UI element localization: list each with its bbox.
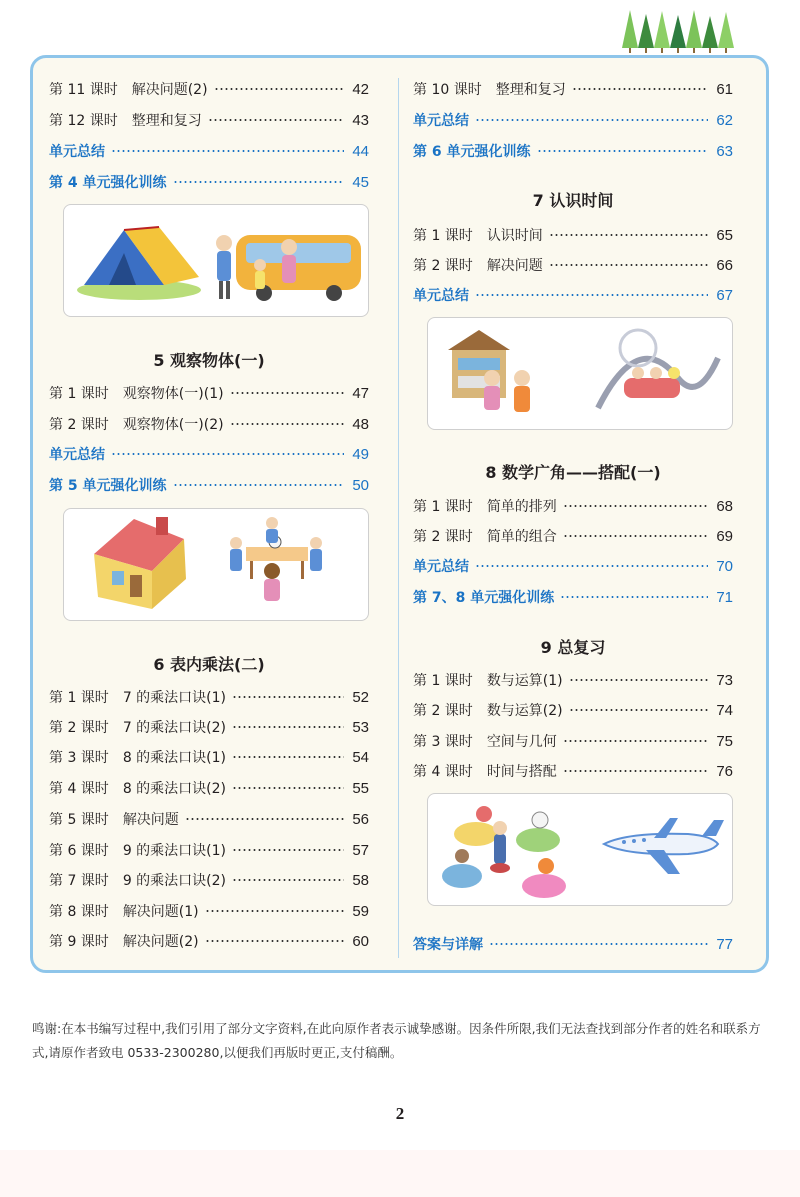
- leader-dots: [185, 818, 345, 820]
- entry-page: 47: [352, 384, 369, 402]
- entry-title: 整理和复习: [131, 113, 202, 129]
- toc-entry-unit-summary[interactable]: [49, 139, 369, 163]
- toc-entry-unit-training[interactable]: [49, 473, 369, 497]
- toc-entry[interactable]: [413, 253, 733, 277]
- entry-page: 44: [352, 142, 369, 160]
- leader-dots: [572, 88, 709, 90]
- toc-entry[interactable]: [49, 868, 369, 892]
- leader-dots: [569, 709, 709, 711]
- entry-title: 时间与搭配: [486, 764, 557, 780]
- leader-dots: [475, 119, 708, 121]
- leader-dots: [569, 679, 709, 681]
- entry-title: 8 的乘法口诀(2): [122, 781, 227, 797]
- entry-page: 71: [716, 588, 733, 606]
- column-divider: [398, 78, 399, 958]
- entry-page: 58: [352, 871, 369, 889]
- entry-title: 9 的乘法口诀(1): [122, 843, 227, 859]
- entry-label: 第 7、8 单元强化训练: [413, 590, 555, 606]
- entry-page: 74: [716, 701, 733, 719]
- entry-page: 63: [716, 142, 733, 160]
- entry-page: 50: [352, 476, 369, 494]
- toc-entry-unit-summary[interactable]: [413, 554, 733, 578]
- leader-dots: [230, 423, 345, 425]
- entry-page: 43: [352, 111, 369, 129]
- entry-page: 76: [716, 762, 733, 780]
- leader-dots: [205, 940, 345, 942]
- entry-lesson: 第 9 课时: [49, 934, 109, 950]
- entry-page: 62: [716, 111, 733, 129]
- entry-title: 空间与几何: [486, 734, 557, 750]
- entry-label: 第 5 单元强化训练: [49, 478, 167, 494]
- leader-dots: [232, 787, 344, 789]
- unit-9-heading: 9 总复习: [540, 638, 606, 657]
- camping-illustration: [63, 204, 369, 317]
- entry-lesson: 第 7 课时: [49, 873, 109, 889]
- toc-entry-unit-training[interactable]: [413, 585, 733, 609]
- entry-page: 70: [716, 557, 733, 575]
- entry-lesson: 第 3 课时: [413, 734, 473, 750]
- toc-entry[interactable]: [49, 899, 369, 923]
- toc-entry[interactable]: [49, 381, 369, 405]
- entry-label: 单元总结: [49, 447, 105, 463]
- leader-dots: [549, 264, 709, 266]
- toc-entry[interactable]: [413, 759, 733, 783]
- page-number: 2: [395, 1104, 405, 1123]
- toc-entry-unit-training[interactable]: [49, 170, 369, 194]
- entry-label: 单元总结: [413, 288, 469, 304]
- entry-title: 简单的排列: [486, 499, 557, 515]
- entry-page: 48: [352, 415, 369, 433]
- toc-entry[interactable]: [49, 685, 369, 709]
- entry-lesson: 第 1 课时: [413, 499, 473, 515]
- entry-lesson: 第 2 课时: [49, 720, 109, 736]
- leader-dots: [208, 119, 345, 121]
- toc-entry[interactable]: [413, 77, 733, 101]
- entry-page: 69: [716, 527, 733, 545]
- toc-entry[interactable]: [413, 494, 733, 518]
- toc-entry[interactable]: [49, 77, 369, 101]
- entry-title: 观察物体(一)(1): [122, 386, 224, 402]
- entry-title: 解决问题: [122, 812, 179, 828]
- entry-page: 56: [352, 810, 369, 828]
- toc-entry-unit-summary[interactable]: [413, 108, 733, 132]
- leader-dots: [563, 770, 709, 772]
- entry-lesson: 第 11 课时: [49, 82, 118, 98]
- entry-label: 第 6 单元强化训练: [413, 144, 531, 160]
- entry-label: 单元总结: [413, 559, 469, 575]
- toc-entry[interactable]: [49, 745, 369, 769]
- bumper-cars-airplane-illustration: [427, 793, 733, 906]
- entry-title: 解决问题(2): [131, 82, 208, 98]
- toc-entry[interactable]: [49, 807, 369, 831]
- entry-page: 66: [716, 256, 733, 274]
- entry-lesson: 第 4 课时: [49, 781, 109, 797]
- entry-label: 第 4 单元强化训练: [49, 175, 167, 191]
- entry-label: 单元总结: [49, 144, 105, 160]
- leader-dots: [205, 910, 345, 912]
- entry-title: 解决问题(1): [122, 904, 199, 920]
- entry-title: 9 的乘法口诀(2): [122, 873, 227, 889]
- entry-lesson: 第 2 课时: [413, 258, 473, 274]
- entry-page: 42: [352, 80, 369, 98]
- entry-page: 73: [716, 671, 733, 689]
- toc-entry-unit-summary[interactable]: [49, 442, 369, 466]
- entry-title: 数与运算(2): [486, 703, 563, 719]
- leader-dots: [111, 453, 344, 455]
- entry-lesson: 第 1 课时: [49, 690, 109, 706]
- leader-dots: [563, 535, 709, 537]
- toc-entry[interactable]: [49, 838, 369, 862]
- toc-entry[interactable]: [413, 668, 733, 692]
- house-children-illustration: [63, 508, 369, 621]
- entry-lesson: 第 2 课时: [413, 529, 473, 545]
- leader-dots: [173, 484, 345, 486]
- leader-dots: [111, 150, 344, 152]
- unit-8-heading: 8 数学广角——搭配(一): [485, 463, 661, 482]
- entry-title: 解决问题(2): [122, 934, 199, 950]
- entry-title: 8 的乘法口诀(1): [122, 750, 227, 766]
- toc-entry[interactable]: [49, 715, 369, 739]
- bottom-band-decoration: [0, 1150, 800, 1197]
- toc-entry[interactable]: [413, 729, 733, 753]
- leader-dots: [475, 565, 708, 567]
- leader-dots: [549, 234, 709, 236]
- leader-dots: [232, 849, 344, 851]
- entry-lesson: 第 5 课时: [49, 812, 109, 828]
- entry-page: 67: [716, 286, 733, 304]
- toc-entry[interactable]: [413, 524, 733, 548]
- entry-label: 答案与详解: [413, 937, 483, 953]
- entry-lesson: 第 12 课时: [49, 113, 118, 129]
- entry-page: 61: [716, 80, 733, 98]
- leader-dots: [560, 596, 708, 598]
- leader-dots: [563, 740, 709, 742]
- entry-page: 54: [352, 748, 369, 766]
- entry-title: 数与运算(1): [486, 673, 563, 689]
- entry-title: 解决问题: [486, 258, 543, 274]
- entry-lesson: 第 1 课时: [413, 673, 473, 689]
- entry-title: 整理和复习: [495, 82, 566, 98]
- entry-lesson: 第 2 课时: [413, 703, 473, 719]
- acknowledgement-text: 鸣谢:在本书编写过程中,我们引用了部分文字资料,在此向原作者表示诚挚感谢。因条件所限,我们无法查找到部分作者的姓名和联系方式,请原作者致电 0533-2300280,以便我们再版时更正,支付稿酬。: [32, 1021, 761, 1060]
- leader-dots: [489, 943, 708, 945]
- leader-dots: [230, 392, 345, 394]
- amusement-park-illustration: [427, 317, 733, 430]
- leader-dots: [214, 88, 345, 90]
- toc-entry[interactable]: [413, 698, 733, 722]
- toc-entry[interactable]: [49, 108, 369, 132]
- leader-dots: [232, 879, 344, 881]
- entry-lesson: 第 8 课时: [49, 904, 109, 920]
- toc-entry[interactable]: [413, 223, 733, 247]
- leader-dots: [173, 181, 345, 183]
- entry-page: 57: [352, 841, 369, 859]
- leader-dots: [537, 150, 709, 152]
- unit-6-heading: 6 表内乘法(二): [153, 655, 265, 674]
- entry-lesson: 第 4 课时: [413, 764, 473, 780]
- entry-lesson: 第 3 课时: [49, 750, 109, 766]
- entry-lesson: 第 2 课时: [49, 417, 109, 433]
- entry-page: 60: [352, 932, 369, 950]
- entry-page: 45: [352, 173, 369, 191]
- tree-row-decoration: [622, 8, 734, 54]
- entry-page: 52: [352, 688, 369, 706]
- leader-dots: [232, 726, 344, 728]
- toc-entry[interactable]: [49, 776, 369, 800]
- unit-7-heading: 7 认识时间: [532, 191, 614, 210]
- entry-title: 观察物体(一)(2): [122, 417, 224, 433]
- entry-title: 认识时间: [486, 228, 543, 244]
- toc-entry[interactable]: [49, 412, 369, 436]
- entry-lesson: 第 6 课时: [49, 843, 109, 859]
- entry-title: 7 的乘法口诀(2): [122, 720, 227, 736]
- leader-dots: [475, 294, 708, 296]
- entry-lesson: 第 10 课时: [413, 82, 482, 98]
- toc-entry-unit-summary[interactable]: [413, 283, 733, 307]
- entry-title: 7 的乘法口诀(1): [122, 690, 227, 706]
- entry-page: 53: [352, 718, 369, 736]
- leader-dots: [563, 505, 709, 507]
- toc-entry-unit-training[interactable]: [413, 139, 733, 163]
- leader-dots: [232, 696, 344, 698]
- entry-page: 77: [716, 935, 733, 953]
- toc-entry-answers[interactable]: [413, 932, 733, 956]
- entry-page: 68: [716, 497, 733, 515]
- entry-lesson: 第 1 课时: [413, 228, 473, 244]
- entry-page: 75: [716, 732, 733, 750]
- unit-5-heading: 5 观察物体(一): [153, 351, 265, 370]
- entry-page: 49: [352, 445, 369, 463]
- entry-label: 单元总结: [413, 113, 469, 129]
- entry-lesson: 第 1 课时: [49, 386, 109, 402]
- entry-page: 65: [716, 226, 733, 244]
- entry-page: 59: [352, 902, 369, 920]
- entry-title: 简单的组合: [486, 529, 557, 545]
- toc-entry[interactable]: [49, 929, 369, 953]
- entry-page: 55: [352, 779, 369, 797]
- leader-dots: [232, 756, 344, 758]
